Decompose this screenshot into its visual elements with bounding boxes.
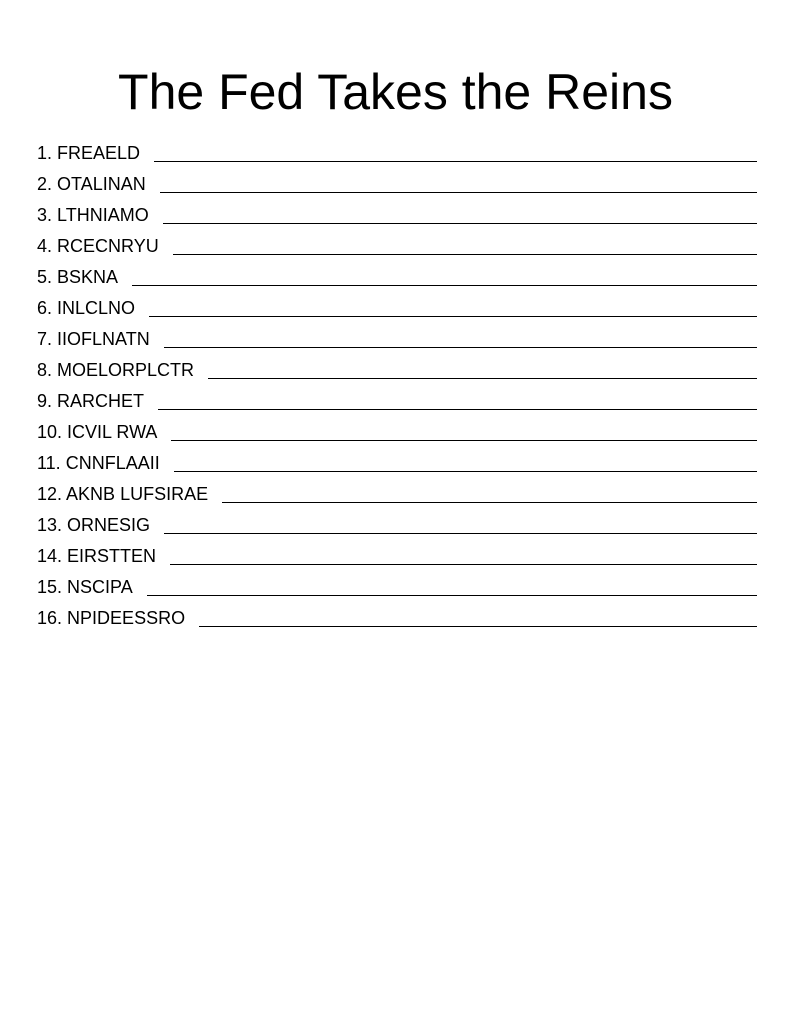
scrambled-word: FREAELD xyxy=(57,143,141,163)
word-row xyxy=(37,257,757,288)
item-number: 7. xyxy=(37,329,53,349)
scrambled-word: BSKNA xyxy=(57,267,119,287)
item-number: 16. xyxy=(37,608,63,628)
word-row xyxy=(37,443,757,474)
scrambled-word: NSCIPA xyxy=(67,577,133,597)
word-row xyxy=(37,412,757,443)
word-row xyxy=(37,505,757,536)
item-number: 9. xyxy=(37,391,53,411)
scrambled-word: RCECNRYU xyxy=(57,236,159,256)
word-row xyxy=(37,474,757,505)
answer-blank-line[interactable] xyxy=(222,486,757,503)
word-row-label xyxy=(37,421,171,443)
scrambled-word: OTALINAN xyxy=(57,174,146,194)
word-row xyxy=(37,567,757,598)
item-number: 14. xyxy=(37,546,63,566)
word-row xyxy=(37,195,757,226)
scrambled-word: LTHNIAMO xyxy=(57,205,149,225)
scrambled-word: IIOFLNATN xyxy=(57,329,150,349)
answer-blank-line[interactable] xyxy=(164,517,757,534)
word-row xyxy=(37,133,757,164)
scrambled-word: INLCLNO xyxy=(57,298,136,318)
answer-blank-line[interactable] xyxy=(160,176,757,193)
scrambled-word: EIRSTTEN xyxy=(67,546,157,566)
scrambled-word: CNNFLAAII xyxy=(65,453,160,473)
answer-blank-line[interactable] xyxy=(173,238,757,255)
word-row xyxy=(37,226,757,257)
word-row-label xyxy=(37,235,173,257)
scrambled-word: MOELORPLCTR xyxy=(57,360,195,380)
answer-blank-line[interactable] xyxy=(163,207,757,224)
item-number: 15. xyxy=(37,577,63,597)
scrambled-word: AKNB LUFSIRAE xyxy=(66,484,209,504)
answer-blank-line[interactable] xyxy=(132,269,757,286)
word-row xyxy=(37,381,757,412)
word-row-label xyxy=(37,545,170,567)
item-number: 12. xyxy=(37,484,63,504)
word-row-label xyxy=(37,359,208,381)
scrambled-word: ICVIL RWA xyxy=(67,422,158,442)
word-row xyxy=(37,319,757,350)
word-row xyxy=(37,350,757,381)
answer-blank-line[interactable] xyxy=(171,424,757,441)
answer-blank-line[interactable] xyxy=(199,610,757,627)
item-number: 8. xyxy=(37,360,53,380)
word-row xyxy=(37,598,757,629)
item-number: 11. xyxy=(37,453,61,473)
item-number: 3. xyxy=(37,205,53,225)
page-title: The Fed Takes the Reins xyxy=(118,64,673,120)
word-scramble-list xyxy=(37,133,757,629)
word-row-label xyxy=(37,266,132,288)
item-number: 13. xyxy=(37,515,63,535)
answer-blank-line[interactable] xyxy=(147,579,757,596)
answer-blank-line[interactable] xyxy=(208,362,757,379)
item-number: 2. xyxy=(37,174,53,194)
word-row-label xyxy=(37,297,149,319)
word-row-label xyxy=(37,173,160,195)
item-number: 5. xyxy=(37,267,53,287)
item-number: 1. xyxy=(37,143,53,163)
scrambled-word: NPIDEESSRO xyxy=(67,608,186,628)
word-row-label xyxy=(37,204,163,226)
answer-blank-line[interactable] xyxy=(158,393,757,410)
word-row-label xyxy=(37,576,147,598)
word-row-label xyxy=(37,390,158,412)
answer-blank-line[interactable] xyxy=(170,548,757,565)
item-number: 6. xyxy=(37,298,53,318)
answer-blank-line[interactable] xyxy=(149,300,757,317)
word-row-label xyxy=(37,452,174,474)
word-row-label xyxy=(37,514,164,536)
answer-blank-line[interactable] xyxy=(154,145,757,162)
word-row xyxy=(37,536,757,567)
word-row-label xyxy=(37,607,199,629)
word-row xyxy=(37,164,757,195)
word-row-label xyxy=(37,142,154,164)
answer-blank-line[interactable] xyxy=(174,455,757,472)
scrambled-word: ORNESIG xyxy=(67,515,151,535)
word-row xyxy=(37,288,757,319)
word-row-label xyxy=(37,483,222,505)
scrambled-word: RARCHET xyxy=(57,391,145,411)
item-number: 4. xyxy=(37,236,53,256)
word-row-label xyxy=(37,328,164,350)
item-number: 10. xyxy=(37,422,63,442)
answer-blank-line[interactable] xyxy=(164,331,757,348)
